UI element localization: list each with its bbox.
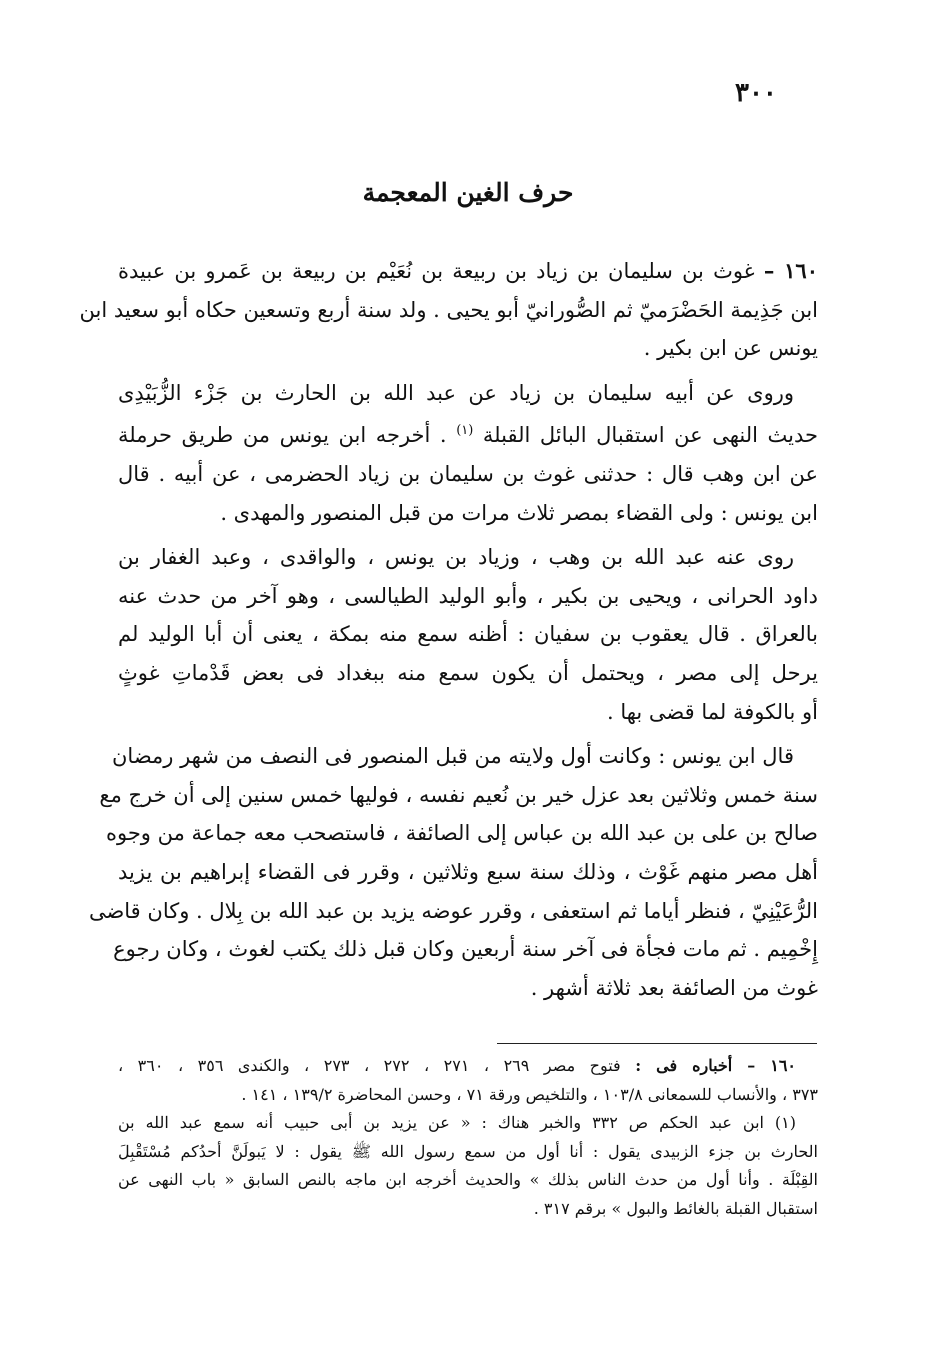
text-span: حديث النهى عن استقبال البائل القبلة bbox=[482, 423, 818, 448]
text-line: القِبْلَة . وأنا أول من حدث الناس بذلك » والحديث أخرجه ابن ماجه بالنص السابق « باب النهى عن bbox=[118, 1170, 818, 1189]
sources-label: ١٦٠ – أخباره فى : bbox=[635, 1056, 797, 1075]
text-line: وروى عن أبيه سليمان بن زياد عن عبد الله بن الحارث بن جَزْء الزُّبَيْدِى bbox=[118, 380, 794, 405]
text-line: صالح بن على بن عبد الله بن عباس إلى الصائفة ، فاستصحب معه جماعة من وجوه bbox=[105, 821, 818, 846]
text-line: إِخْمِيم . ثم مات فجأة فى آخر سنة أربعين وكان قبل ذلك يكتب لغوث ، وكان رجوع bbox=[113, 937, 818, 962]
entry-number: ١٦٠ – bbox=[763, 258, 818, 283]
paragraph-1 bbox=[79, 252, 818, 368]
text-line: (١) ابن عبد الحكم ص ٣٣٢ والخبر هناك : « عن يزيد بن أبى حبيب أنه سمع عبد الله بن bbox=[118, 1113, 797, 1132]
text-line: ابن يونس : ولى القضاء بمصر ثلاث مرات من قبل المنصور والمهدى . bbox=[220, 500, 818, 525]
text-span: غوث بن سليمان بن زياد بن ربيعة بن نُعَيْم بن ربيعة بن عَمرو بن عبيدة bbox=[118, 259, 755, 283]
text-line: سنة خمس وثلاثين بعد عزل خير بن نُعيم نفسه ، فوليها خمس سنين إلى أن خرج مع bbox=[99, 782, 818, 807]
text-line: يونس عن ابن بكير . bbox=[643, 336, 818, 361]
footnote-divider bbox=[497, 1043, 817, 1044]
page-number: ٣٠٠ bbox=[735, 78, 777, 108]
text-line: أو بالكوفة لما قضى بها . bbox=[606, 699, 818, 724]
text-line bbox=[118, 252, 818, 291]
text-line: غوث من الصائفة بعد ثلاثة أشهر . bbox=[530, 975, 818, 1000]
text-line: بالعراق . قال يعقوب بن سفيان : أظنه سمع منه بمكة ، يعنى أن أبا الوليد لم bbox=[118, 622, 818, 647]
text-line: روى عنه عبد الله بن وهب ، وزياد بن يونس ، والواقدى ، وعبد الغفار بن bbox=[118, 545, 794, 570]
footnote-1 bbox=[118, 1109, 818, 1223]
text-line: قال ابن يونس : وكانت أول ولايته من قبل المنصور فى النصف من شهر رمضان bbox=[112, 744, 794, 769]
text-line: استقبال القبلة بالغائط والبول » برقم ٣١٧ . bbox=[533, 1198, 818, 1218]
text-line: أهل مصر منهم غَوْث ، وذلك سنة سبع وثلاثين ، وقرر فى القضاء إبراهيم بن يزيد bbox=[118, 859, 818, 884]
paragraph-2 bbox=[118, 374, 818, 532]
text-line: ٣٧٣ ، والأنساب للسمعانى ١٠٣/٨ ، والتلخيص ورقة ٧١ ، وحسن المحاضرة ١٣٩/٢ ، ١٤١ . bbox=[241, 1084, 818, 1104]
footnotes bbox=[118, 1052, 818, 1223]
chapter-title: حرف الغين المعجمة bbox=[362, 178, 574, 207]
text-line: يرحل إلى مصر ، ويحتمل أن يكون سمع منه ببغداد فى بعض قَدْماتِ غوثٍ bbox=[118, 660, 818, 685]
text-line bbox=[118, 1052, 818, 1081]
text-span: فتوح مصر ٢٦٩ ، ٢٧١ ، ٢٧٢ ، ٢٧٣ ، والكندى ٣٥٦ ، ٣٦٠ ، bbox=[118, 1056, 621, 1075]
text-line: داود الحرانى ، ويحيى بن بكير ، وأبو الوليد الطيالسى ، وهو آخر من حدث عنه bbox=[118, 583, 818, 608]
text-line bbox=[118, 412, 818, 455]
text-line: عن ابن وهب قال : حدثنى غوث بن سليمان بن زياد الحضرمى ، عن أبيه . قال bbox=[118, 461, 818, 486]
text-line: الرُّعَيْنِيّ ، فنظر أياما ثم استعفى ، وقرر عوضه يزيد بن عبد الله بن بِلال . وكان قاضى bbox=[88, 898, 818, 923]
sources-note bbox=[118, 1052, 818, 1109]
paragraph-4 bbox=[88, 737, 818, 1007]
text-line: ابن جَذِيمة الحَضْرَميّ ثم الصُّورانيّ أبو يحيى . ولد سنة أربع وتسعين حكاه أبو سعيد ابن bbox=[79, 297, 818, 322]
footnote-marker[interactable]: (١) bbox=[456, 423, 474, 439]
text-span: . أخرجه ابن يونس من طريق حرملة bbox=[118, 423, 447, 448]
paragraph-3 bbox=[118, 538, 818, 731]
text-line: الحارث بن جزء الزبيدى يقول : أنا أول من سمع رسول الله ﷺ يقول : لا يَبولَنَّ أحدُكم مُسْتَقْبِلَ bbox=[118, 1141, 818, 1161]
entry-body bbox=[79, 252, 818, 1013]
